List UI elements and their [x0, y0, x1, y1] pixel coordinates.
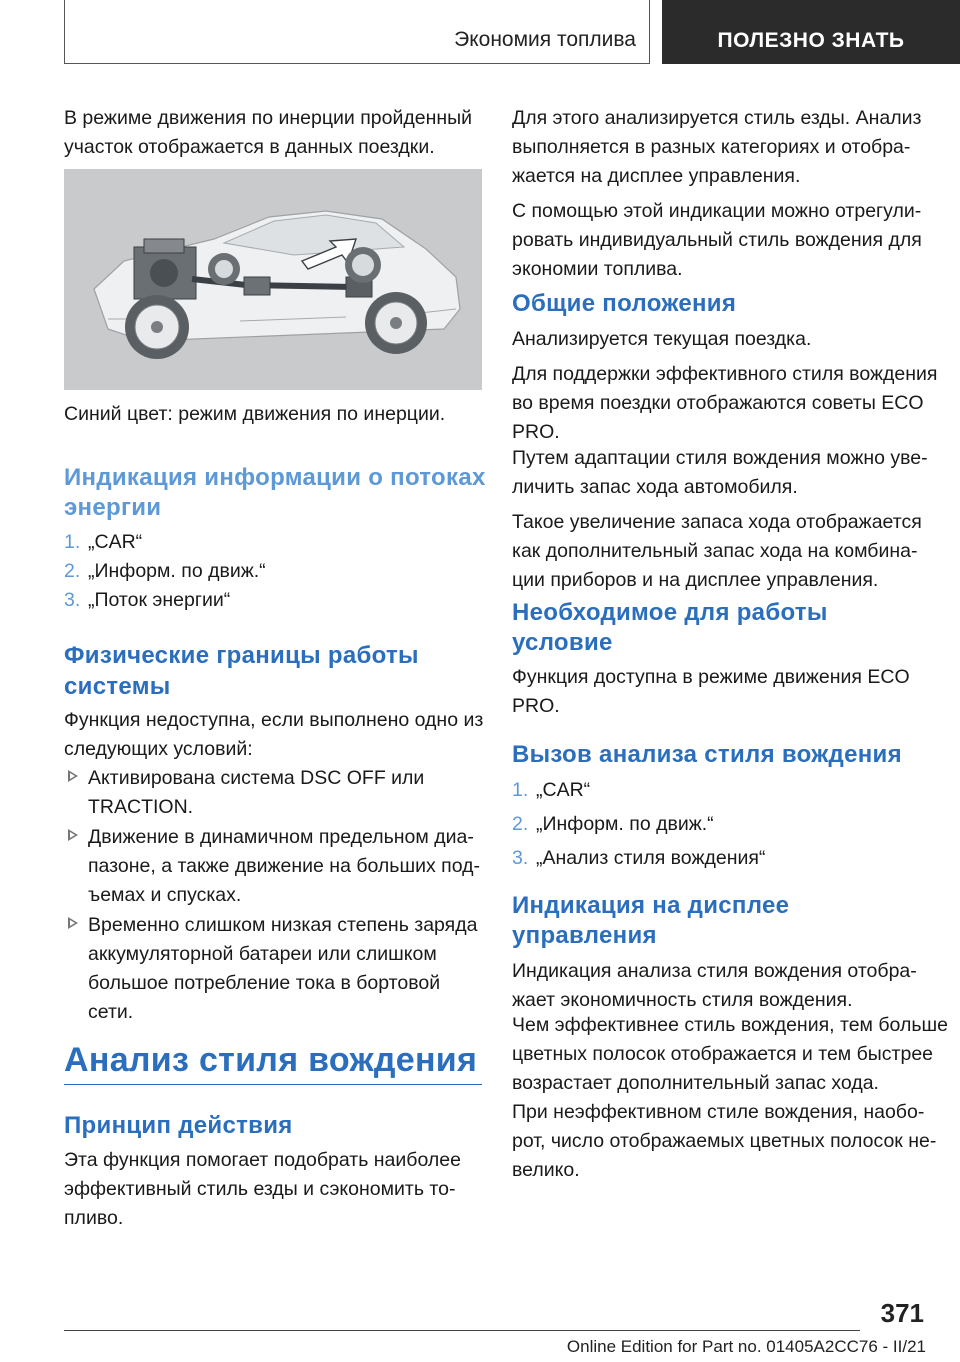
heading-rule — [64, 1084, 482, 1085]
paragraph-line: С помощью этой индикации можно отрегули‐ — [512, 200, 922, 222]
page-number: 371 — [880, 1298, 924, 1328]
principle-text: пливо. — [64, 1207, 124, 1229]
figure-caption: Синий цвет: режим движения по инерции. — [64, 403, 446, 425]
triangle-bullet-icon — [68, 829, 78, 841]
limits-heading: системы — [64, 673, 171, 700]
limit-item-line: пазоне, а также движение на больших под‐ — [88, 855, 481, 877]
step-number: 1. — [512, 779, 529, 801]
paragraph-line: как дополнительный запас хода на комбина‐ — [512, 540, 918, 562]
limit-item-line: Временно слишком низкая степень заряда — [88, 914, 478, 936]
paragraph-line: рот, число отображаемых цветных полосок не‐ — [512, 1130, 937, 1152]
display-heading: Индикация на дисплее — [512, 892, 790, 919]
step-number: 2. — [512, 813, 529, 835]
paragraph-line: цветных полосок отображается и тем быстрее — [512, 1043, 934, 1065]
limit-item-line: ъемах и спусках. — [88, 884, 242, 906]
rear-wheel — [365, 292, 427, 354]
paragraph-line: Индикация анализа стиля вождения отобра‐ — [512, 960, 917, 982]
paragraph-line: Анализируется текущая поездка. — [512, 328, 812, 350]
energy-flow-heading: Индикация информации о потоках — [64, 464, 486, 491]
step-text: „Поток энергии“ — [88, 589, 231, 611]
car-illustration — [64, 169, 482, 390]
step-text: „Информ. по движ.“ — [88, 560, 266, 582]
limit-item-line: Движение в динамичном предельном диа‐ — [88, 826, 474, 848]
principle-text: эффективный стиль езды и сэкономить то‐ — [64, 1178, 456, 1200]
step-text: „CAR“ — [88, 531, 143, 553]
step-text: „Информ. по движ.“ — [536, 813, 714, 835]
principle-text: Эта функция помогает подобрать наиболее — [64, 1149, 461, 1171]
paragraph-line: Путем адаптации стиля вождения можно уве‐ — [512, 447, 928, 469]
paragraph-line: велико. — [512, 1159, 580, 1181]
paragraph-line: Такое увеличение запаса хода отображается — [512, 511, 922, 533]
paragraph-line: экономии топлива. — [512, 258, 683, 280]
section-tab: ПОЛЕЗНО ЗНАТЬ — [662, 0, 960, 64]
step-number: 1. — [64, 531, 81, 553]
principle-heading: Принцип действия — [64, 1112, 293, 1139]
step-number: 3. — [512, 847, 529, 869]
paragraph-line: выполняется в разных категориях и отобра‐ — [512, 136, 911, 158]
requirement-heading: Необходимое для работы — [512, 599, 828, 626]
paragraph-line: ровать индивидуальный стиль вождения для — [512, 229, 922, 251]
general-heading: Общие положения — [512, 290, 737, 317]
paragraph-line: личить запас хода автомобиля. — [512, 476, 798, 498]
paragraph-line: Для поддержки эффективного стиля вождения — [512, 363, 938, 385]
triangle-bullet-icon — [68, 917, 78, 929]
paragraph-line: во время поездки отображаются советы ECO — [512, 392, 924, 414]
paragraph-line: PRO. — [512, 695, 560, 717]
paragraph-line: Функция доступна в режиме движения ECO — [512, 666, 910, 688]
paragraph-line: При неэффективном стиле вождения, наобо‐ — [512, 1101, 925, 1123]
call-heading: Вызов анализа стиля вождения — [512, 741, 902, 768]
energy-flow-heading: энергии — [64, 494, 162, 521]
paragraph-line: Для этого анализируется стиль езды. Анализ — [512, 107, 922, 129]
intro-line: В режиме движения по инерции пройденный — [64, 107, 473, 129]
car-drawing — [64, 169, 482, 390]
limits-text: следующих условий: — [64, 738, 253, 760]
chapter-heading: Анализ стиля вождения — [64, 1041, 478, 1079]
footer-rule — [64, 1330, 860, 1331]
paragraph-line: Чем эффективнее стиль вождения, тем больше — [512, 1014, 948, 1036]
limits-heading: Физические границы работы — [64, 642, 419, 669]
limit-item-line: TRACTION. — [88, 796, 194, 818]
display-heading: управления — [512, 922, 657, 949]
paragraph-line: жает экономичность стиля вождения. — [512, 989, 853, 1011]
intro-line: участок отображается в данных поездки. — [64, 136, 435, 158]
paragraph-line: PRO. — [512, 421, 560, 443]
step-text: „CAR“ — [536, 779, 591, 801]
front-wheel — [125, 295, 189, 359]
limit-item-line: Активирована система DSC OFF или — [88, 767, 425, 789]
requirement-heading: условие — [512, 629, 613, 656]
paragraph-line: жается на дисплее управления. — [512, 165, 801, 187]
edition-text: Online Edition for Part no. 01405A2CC76 - II/21 — [566, 1337, 926, 1356]
chapter-title: Экономия топлива — [454, 28, 636, 51]
triangle-bullet-icon — [68, 770, 78, 782]
paragraph-line: возрастает дополнительный запас хода. — [512, 1072, 879, 1094]
limit-item-line: аккумуляторной батареи или слишком — [88, 943, 437, 965]
limit-item-line: сети. — [88, 1001, 134, 1023]
paragraph-line: ции приборов и на дисплее управления. — [512, 569, 879, 591]
step-number: 3. — [64, 589, 81, 611]
front-wheel-inner — [208, 253, 240, 285]
step-text: „Анализ стиля вождения“ — [536, 847, 766, 869]
limit-item-line: большое потребление тока в бортовой — [88, 972, 441, 994]
step-number: 2. — [64, 560, 81, 582]
rear-wheel-inner — [345, 247, 381, 283]
limits-text: Функция недоступна, если выполнено одно из — [64, 709, 484, 731]
